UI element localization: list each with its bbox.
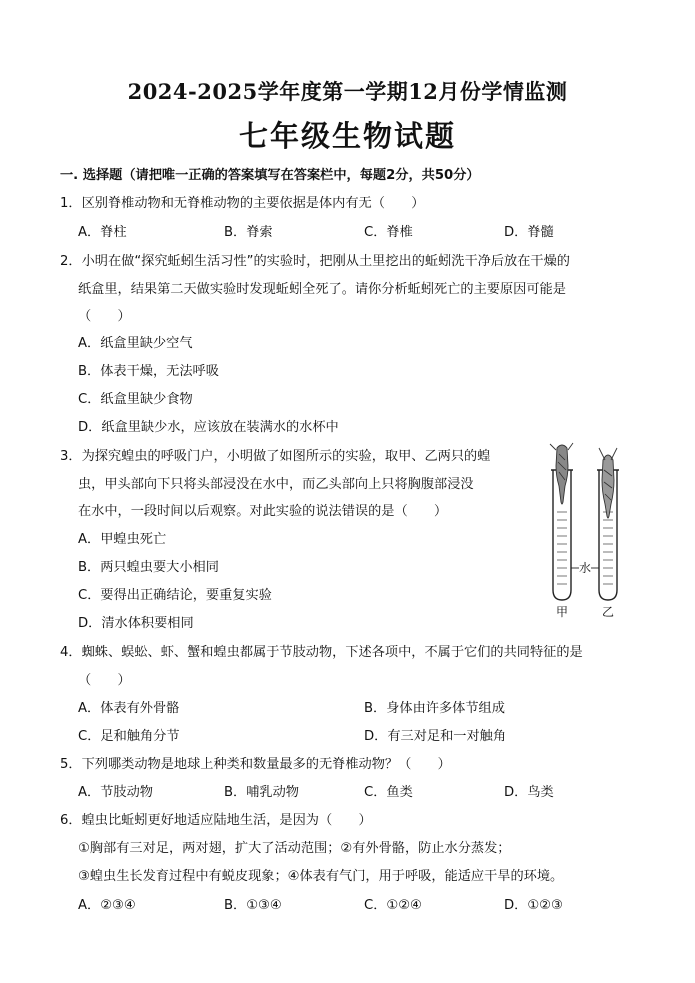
question-4-option-c[interactable]: C．足和触角分节	[78, 729, 180, 744]
question-2-option-a[interactable]: A．纸盒里缺少空气	[78, 336, 193, 351]
question-5-option-b[interactable]: B．哺乳动物	[224, 785, 299, 800]
question-1-stem: 1．区别脊椎动物和无脊椎动物的主要依据是体内有无（ ）	[60, 196, 425, 211]
question-2-stem-line-2: 纸盒里，结果第二天做实验时发现蚯蚓全死了。请你分析蚯蚓死亡的主要原因可能是	[78, 282, 566, 297]
exam-subtitle: 七年级生物试题	[238, 119, 456, 153]
question-3-option-c[interactable]: C．要得出正确结论，要重复实验	[78, 588, 272, 603]
question-4-option-a[interactable]: A．体表有外骨骼	[78, 701, 180, 716]
question-2-option-c[interactable]: C．纸盒里缺少食物	[78, 392, 193, 407]
question-6-stem-line-1: 6．蝗虫比蚯蚓更好地适应陆地生活，是因为（ ）	[60, 813, 372, 828]
question-3-option-a[interactable]: A．甲蝗虫死亡	[78, 532, 167, 547]
question-3-stem-line-2: 虫，甲头部向下只将头部浸没在水中，而乙头部向上只将胸腹部浸没	[78, 477, 474, 492]
question-5-option-d[interactable]: D．鸟类	[504, 785, 554, 800]
exam-title: 2024-2025学年度第一学期12月份学情监测	[127, 79, 568, 104]
question-2-option-b[interactable]: B．体表干燥，无法呼吸	[78, 364, 219, 379]
question-6-option-c[interactable]: C．①②④	[364, 898, 422, 913]
tube-b-label: 乙	[602, 605, 615, 619]
question-6-stem-line-2: ①胸部有三对足，两对翅，扩大了活动范围；②有外骨骼，防止水分蒸发；	[78, 841, 511, 856]
question-1-option-b[interactable]: B．脊索	[224, 225, 273, 240]
question-2-stem-line-3: （ ）	[78, 309, 131, 324]
tube-a-label: 甲	[556, 605, 569, 619]
question-6-option-b[interactable]: B．①③④	[224, 898, 282, 913]
question-5-option-c[interactable]: C．鱼类	[364, 785, 413, 800]
question-2-option-d[interactable]: D．纸盒里缺少水，应该放在装满水的水杯中	[78, 420, 339, 435]
question-4-option-b[interactable]: B．身体由许多体节组成	[364, 701, 505, 716]
question-6-option-a[interactable]: A．②③④	[78, 898, 136, 913]
question-3-option-b[interactable]: B．两只蝗虫要大小相同	[78, 560, 219, 575]
question-2-stem-line-1: 2．小明在做“探究蚯蚓生活习性”的实验时，把刚从土里挖出的蚯蚓洗干净后放在干燥的	[60, 254, 570, 269]
locust-a-icon	[556, 445, 568, 504]
question-3-stem-line-3: 在水中，一段时间以后观察。对此实验的说法错误的是（ ）	[78, 504, 448, 519]
question-1-option-a[interactable]: A．脊柱	[78, 225, 127, 240]
question-4-option-d[interactable]: D．有三对足和一对触角	[364, 729, 507, 744]
question-4-stem-line-2: （ ）	[78, 673, 131, 688]
test-tube-b	[597, 448, 619, 600]
locust-b-icon	[602, 455, 614, 518]
question-6-option-d[interactable]: D．①②③	[504, 898, 563, 913]
question-6-stem-line-3: ③蝗虫生长发育过程中有蜕皮现象；④体表有气门，用于呼吸，能适应干旱的环境。	[78, 869, 564, 884]
test-tube-figure	[535, 440, 645, 630]
question-4-stem-line-1: 4．蜘蛛、蜈蚣、虾、蟹和蝗虫都属于节肢动物，下述各项中，不属于它们的共同特征的是	[60, 645, 583, 660]
question-1-option-d[interactable]: D．脊髓	[504, 225, 554, 240]
question-3-option-d[interactable]: D．清水体积要相同	[78, 616, 194, 631]
section-heading: 一. 选择题（请把唯一正确的答案填写在答案栏中，每题2分，共50分）	[60, 168, 480, 183]
question-3-stem-line-1: 3．为探究蝗虫的呼吸门户，小明做了如图所示的实验，取甲、乙两只的蝗	[60, 449, 491, 464]
question-5-option-a[interactable]: A．节肢动物	[78, 785, 153, 800]
water-label: 水	[579, 561, 592, 575]
test-tube-a	[550, 443, 573, 600]
question-5-stem: 5．下列哪类动物是地球上种类和数量最多的无脊椎动物？（ ）	[60, 757, 451, 772]
question-1-option-c[interactable]: C．脊椎	[364, 225, 413, 240]
